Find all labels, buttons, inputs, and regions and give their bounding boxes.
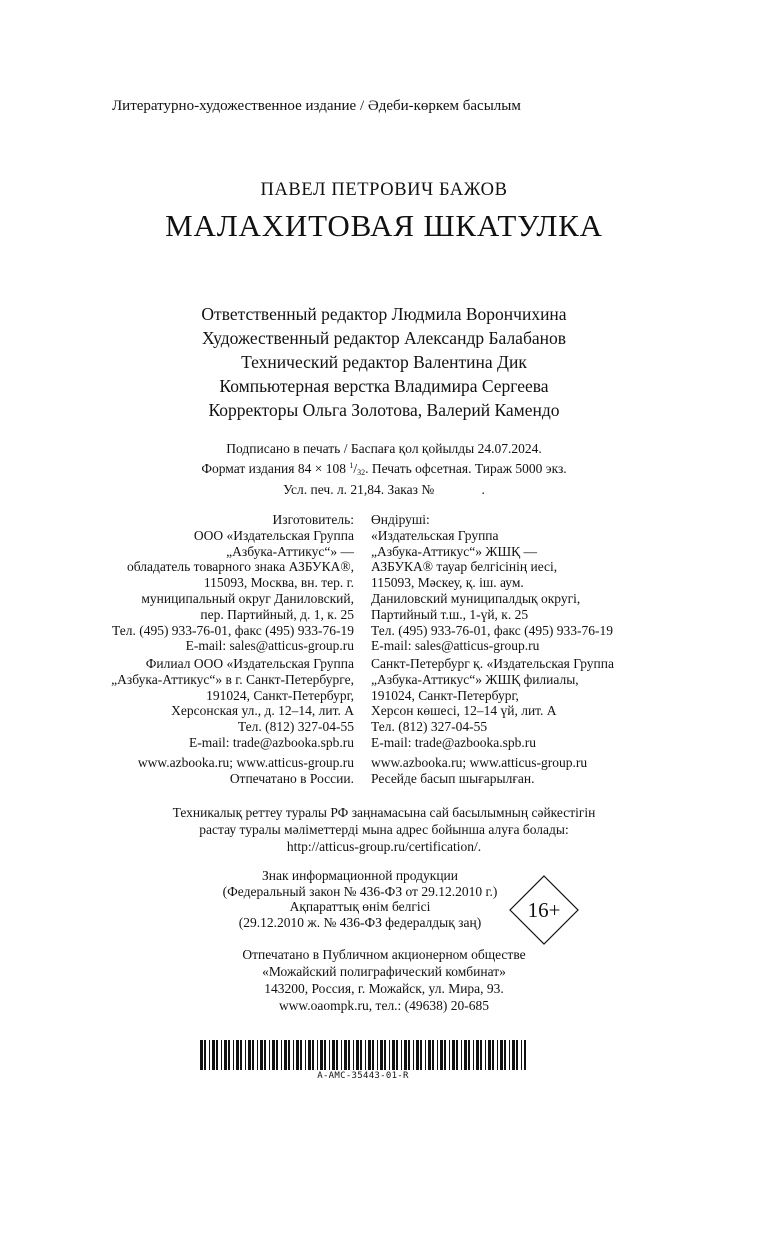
format-suffix: . Печать офсетная. Тираж 5000 экз. — [365, 461, 567, 476]
barcode-code: A-AMC-35443-01-R — [317, 1071, 409, 1081]
branch-kz-line: „Азбука-Аттикус“» ЖШҚ филиалы, — [371, 671, 579, 687]
info-sign-line: Знак информационной продукции — [261, 868, 459, 883]
info-sign — [200, 868, 520, 930]
tech-regulation-line: растау туралы мәліметтерді мына адрес бойынша алуға болады: — [199, 822, 569, 837]
manufacturer-kz-line: Өндіруші: — [371, 512, 430, 527]
format-prefix: Формат издания 84 × 108 — [201, 461, 350, 476]
printer-line: www.oaompk.ru, тел.: (49638) 20-685 — [278, 998, 490, 1013]
branch-ru-line: Филиал ООО «Издательская Группа — [145, 656, 354, 671]
manufacturer-ru-line: обладатель товарного знака АЗБУКА®, — [126, 559, 354, 575]
signed-line: Подписано в печать / Баспаға қол қойылды 24.07.2024. — [226, 441, 542, 456]
credit-line: Компьютерная верстка Владимира Сергеева — [219, 376, 549, 396]
web-ru-line: www.azbooka.ru; www.atticus-group.ru — [137, 755, 354, 770]
branch-ru-line: Херсонская ул., д. 12–14, лит. А — [171, 703, 354, 719]
info-sign-line: (Федеральный закон № 436-ФЗ от 29.12.2010 г.) — [222, 883, 498, 899]
format-fraction-denominator: 32 — [357, 468, 366, 477]
printer-line: «Можайский полиграфический комбинат» — [262, 964, 506, 979]
manufacturer-kz-line: Партийный т.ш., 1-үй, к. 25 — [371, 606, 529, 622]
web-kz-line: Ресейде басып шығарылған. — [371, 770, 535, 786]
manufacturer-ru-line: пер. Партийный, д. 1, к. 25 — [200, 606, 354, 622]
tech-regulation-line: http://atticus-group.ru/certification/. — [286, 839, 482, 854]
web-kz — [371, 755, 587, 787]
manufacturer-ru-line: 115093, Москва, вн. тер. г. — [203, 575, 354, 591]
web-ru-line: Отпечатано в России. — [229, 770, 354, 786]
info-sign-line: (29.12.2010 ж. № 436-ФЗ федералдық заң) — [238, 914, 482, 930]
branch-ru-line: „Азбука-Аттикус“» в г. Санкт-Петербурге, — [111, 671, 354, 687]
branch-kz-line: Херсон көшесі, 12–14 үй, лит. А — [371, 703, 557, 719]
manufacturer-kz-line: 115093, Мәскеу, қ. іш. аум. — [371, 575, 524, 591]
credit-line: Художественный редактор Александр Балабанов — [202, 328, 566, 348]
manufacturer-kz-line: «Издательская Группа — [371, 527, 499, 543]
branch-ru-line: 191024, Санкт-Петербург, — [206, 687, 354, 703]
book-title: МАЛАХИТОВАЯ ШКАТУЛКА — [165, 208, 603, 243]
printer-info — [0, 946, 768, 1014]
tech-regulation — [0, 804, 768, 855]
branch-ru-line: Тел. (812) 327-04-55 — [237, 719, 354, 735]
order-line: Усл. печ. л. 21,84. Заказ № . — [283, 482, 485, 497]
branch-kz-line: Санкт-Петербург қ. «Издательская Группа — [371, 656, 614, 671]
branch-ru — [111, 656, 354, 751]
age-rating-text: 16+ — [527, 898, 561, 922]
branch-kz-line: E-mail: trade@azbooka.spb.ru — [371, 734, 536, 750]
info-sign-line: Ақпараттық өнім белгісі — [289, 899, 431, 914]
branch-kz — [371, 656, 614, 751]
credit-line: Технический редактор Валентина Дик — [241, 352, 527, 372]
web-ru — [138, 755, 354, 787]
credit-line: Корректоры Ольга Золотова, Валерий Камендо — [208, 400, 560, 420]
manufacturer-ru-line: ООО «Издательская Группа — [193, 527, 354, 543]
manufacturer-kz-line: E-mail: sales@atticus-group.ru — [371, 638, 540, 654]
credit-line: Ответственный редактор Людмила Ворончихина — [201, 304, 567, 324]
branch-ru-line: E-mail: trade@azbooka.spb.ru — [189, 734, 354, 750]
author-name: ПАВЕЛ ПЕТРОВИЧ БАЖОВ — [260, 180, 508, 200]
branch-kz-line: Тел. (812) 327-04-55 — [371, 719, 488, 735]
edition-type: Литературно-художественное издание / Әдеби-көркем басылым — [112, 98, 521, 114]
manufacturer-ru — [112, 512, 354, 654]
barcode-icon — [200, 1040, 526, 1070]
manufacturer-ru-line: муниципальный округ Даниловский, — [141, 590, 354, 606]
manufacturer-kz-line: АЗБУКА® тауар белгісінің иесі, — [371, 559, 558, 575]
web-kz-line: www.azbooka.ru; www.atticus-group.ru — [371, 755, 588, 770]
manufacturer-ru-line: Тел. (495) 933-76-01, факс (495) 933-76-19 — [111, 622, 354, 638]
manufacturer-kz-line: „Азбука-Аттикус“» ЖШҚ — — [371, 543, 537, 559]
manufacturer-kz-line: Даниловский муниципалдық округі, — [371, 590, 581, 606]
format-fraction-numerator: 1 — [349, 461, 354, 470]
printer-line: Отпечатано в Публичном акционерном обществе — [242, 947, 526, 962]
manufacturer-ru-line: Изготовитель: — [272, 512, 354, 527]
printer-line: 143200, Россия, г. Можайск, ул. Мира, 93. — [264, 981, 504, 996]
manufacturer-ru-line: E-mail: sales@atticus-group.ru — [185, 638, 354, 654]
manufacturer-kz-line: Тел. (495) 933-76-01, факс (495) 933-76-19 — [371, 622, 614, 638]
branch-kz-line: 191024, Санкт-Петербург, — [371, 687, 519, 703]
print-info — [0, 440, 768, 498]
tech-regulation-line: Техникалық реттеу туралы РФ заңнамасына сай басылымның сәйкестігін — [172, 805, 596, 820]
format-line: Формат издания 84 × 108 $^1/_{32}$. Печать офсетная. Тираж 5000 экз. — [201, 461, 567, 477]
age-rating-badge — [509, 875, 579, 945]
manufacturer-kz — [371, 512, 613, 654]
credits-block — [0, 302, 768, 422]
manufacturer-ru-line: „Азбука-Аттикус“» — — [226, 543, 354, 559]
